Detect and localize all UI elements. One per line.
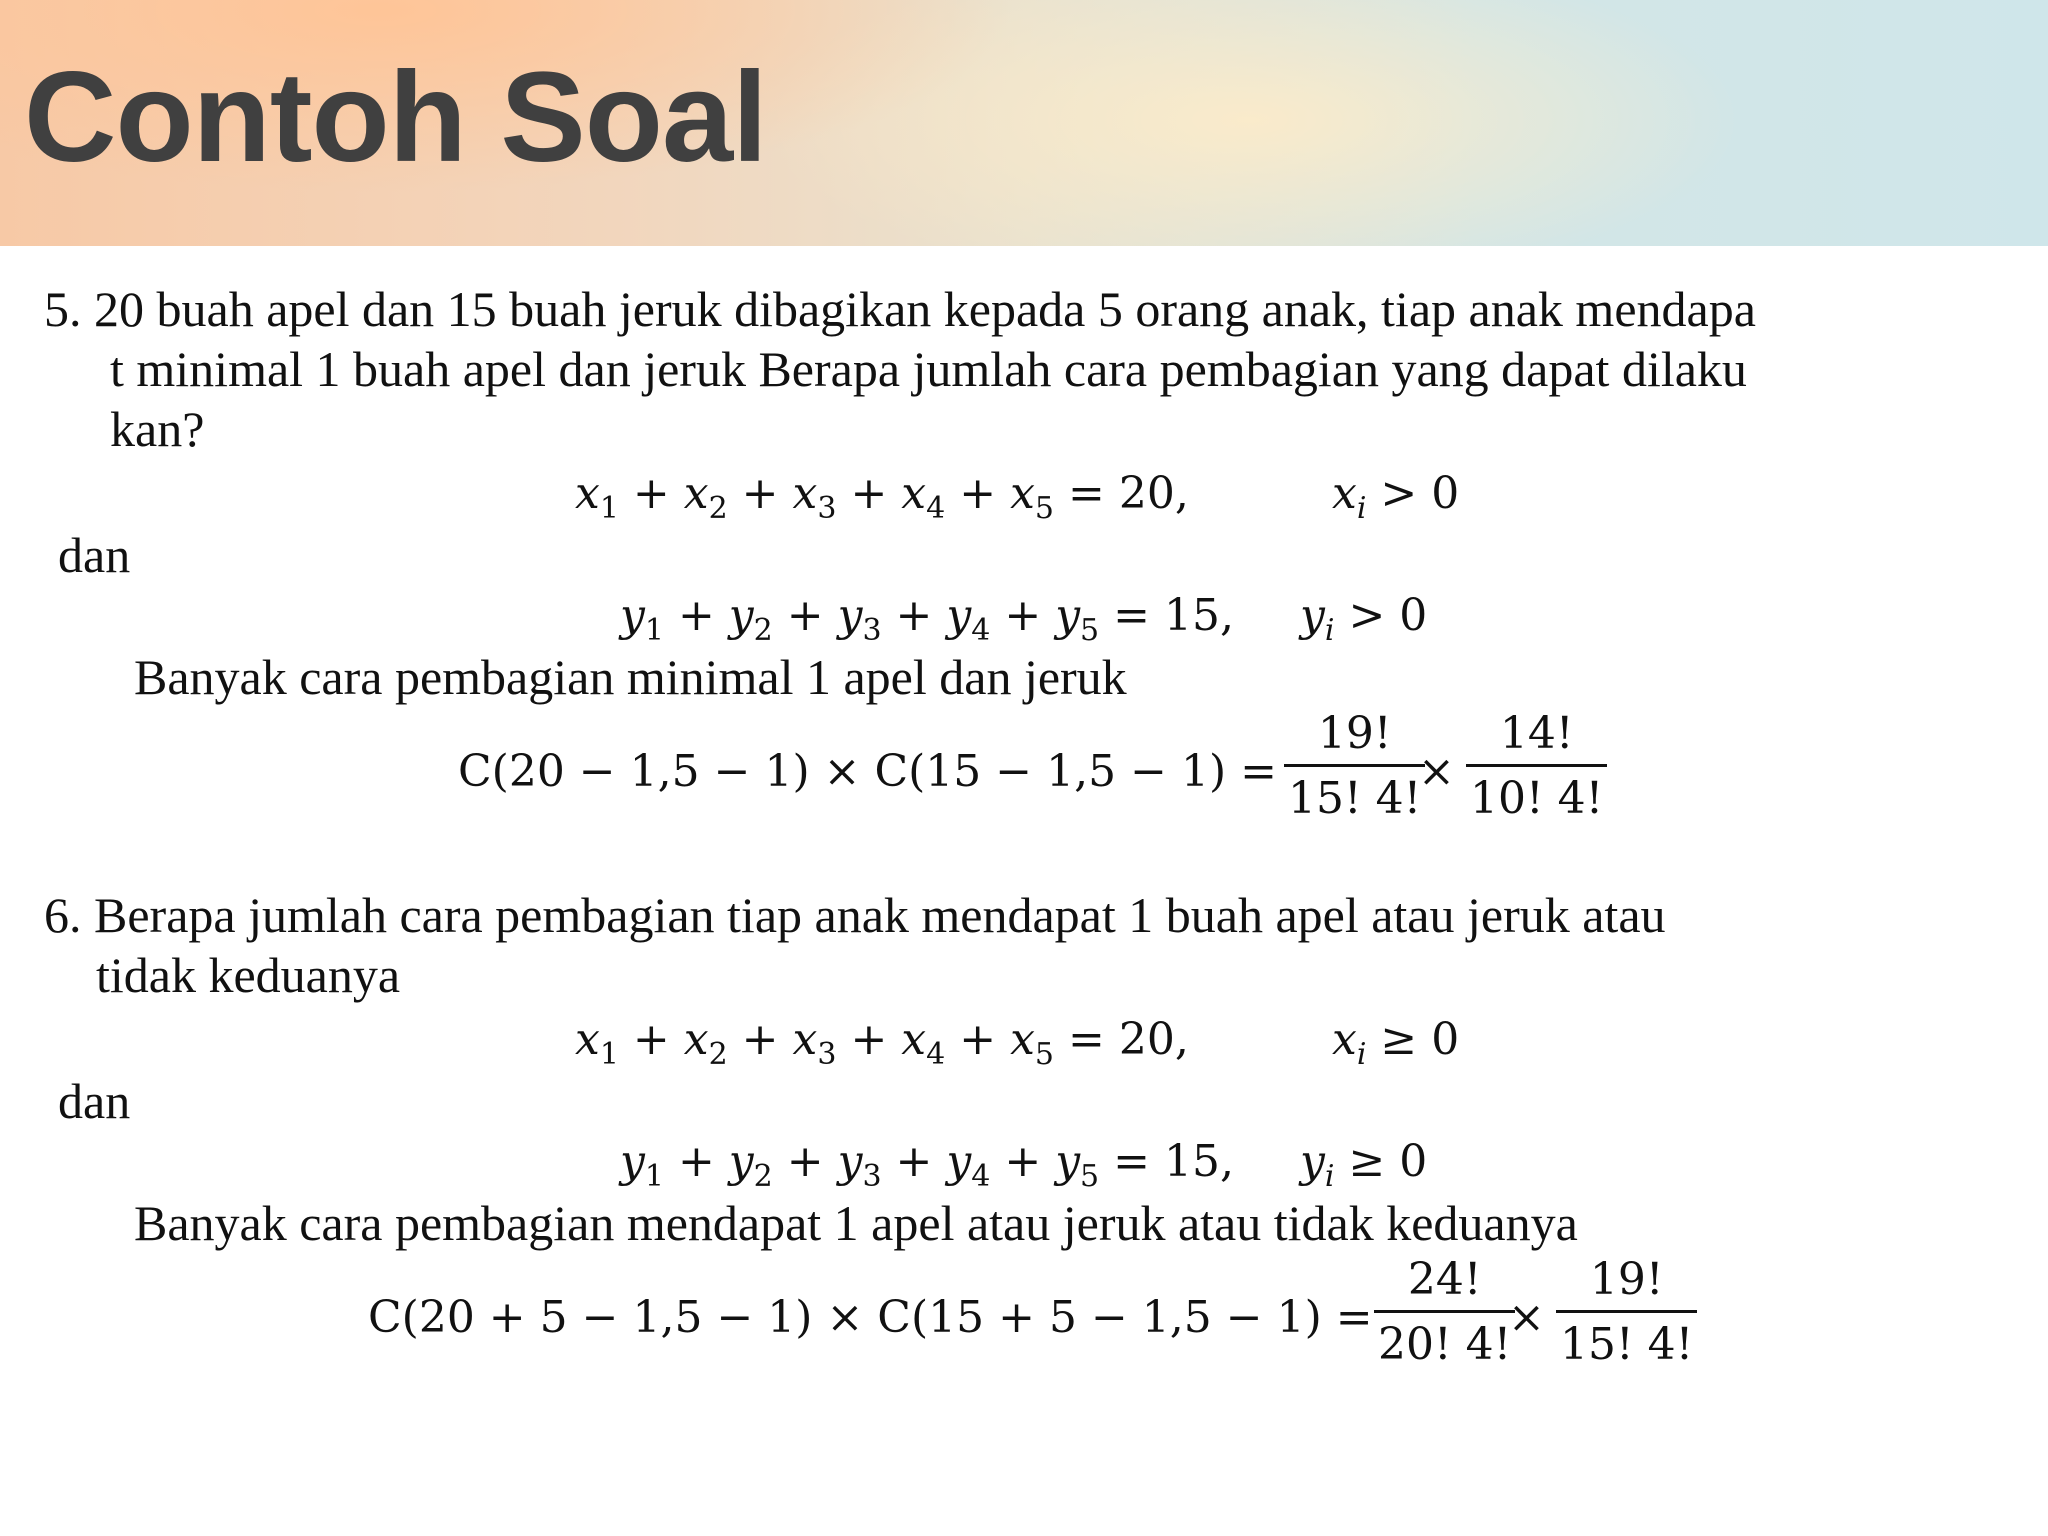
problem-6-fraction-2 (1556, 1254, 1697, 1370)
problem-5-x-equation: $x_1 + x_2 + x_3 + x_4 + x_5 = 20$, (575, 468, 1189, 526)
fraction-numerator: 19! (1317, 708, 1392, 759)
problem-5-y-condition: $y_i > 0$ (1300, 590, 1428, 648)
title-banner (0, 0, 2048, 246)
problem-5-x-condition: $x_i > 0$ (1332, 468, 1460, 526)
problem-6-x-equation: $x_1 + x_2 + x_3 + x_4 + x_5 = 20$, (575, 1014, 1189, 1072)
fraction-numerator: 14! (1499, 708, 1574, 759)
times-sign: × (1418, 746, 1455, 797)
fraction-denominator: 15! 4! (1556, 1310, 1697, 1367)
problem-5-line-1: 5. 20 buah apel dan 15 buah jeruk dibagikan kepada 5 orang anak, tiap anak mendapa (44, 281, 1756, 337)
problem-6-caption: Banyak cara pembagian mendapat 1 apel atau jeruk atau tidak keduanya (134, 1195, 1578, 1251)
problem-6-combination-lhs: C(20 + 5 − 1,5 − 1) × C(15 + 5 − 1,5 − 1) = (368, 1292, 1373, 1343)
fraction-denominator: 15! 4! (1284, 764, 1425, 821)
problem-6-dan: dan (58, 1073, 131, 1129)
fraction-numerator: 24! (1407, 1254, 1482, 1305)
problem-5-y-equation: $y_1 + y_2 + y_3 + y_4 + y_5 = 15$, (620, 590, 1234, 648)
problem-5-dan: dan (58, 527, 131, 583)
problem-6-y-equation: $y_1 + y_2 + y_3 + y_4 + y_5 = 15$, (620, 1136, 1234, 1194)
problem-6-x-condition: $x_i \ge 0$ (1332, 1014, 1460, 1072)
problem-5-caption: Banyak cara pembagian minimal 1 apel dan jeruk (134, 649, 1127, 705)
problem-5-combination-lhs: C(20 − 1,5 − 1) × C(15 − 1,5 − 1) = (458, 746, 1277, 797)
problem-5-line-3: kan? (110, 401, 205, 457)
times-sign: × (1508, 1292, 1545, 1343)
problem-5-fraction-2 (1466, 708, 1607, 824)
problem-6-line-2: tidak keduanya (96, 947, 401, 1003)
fraction-denominator: 10! 4! (1466, 764, 1607, 821)
problem-6-y-condition: $y_i \ge 0$ (1300, 1136, 1428, 1194)
fraction-denominator: 20! 4! (1374, 1310, 1515, 1367)
problem-5-fraction-1 (1284, 708, 1425, 824)
problem-6-line-1: 6. Berapa jumlah cara pembagian tiap anak mendapat 1 buah apel atau jeruk atau (44, 887, 1666, 943)
fraction-numerator: 19! (1589, 1254, 1664, 1305)
page-title: Contoh Soal (24, 46, 767, 189)
problem-6-fraction-1 (1374, 1254, 1515, 1370)
problem-5-line-2: t minimal 1 buah apel dan jeruk Berapa jumlah cara pembagian yang dapat dilaku (110, 341, 1747, 397)
